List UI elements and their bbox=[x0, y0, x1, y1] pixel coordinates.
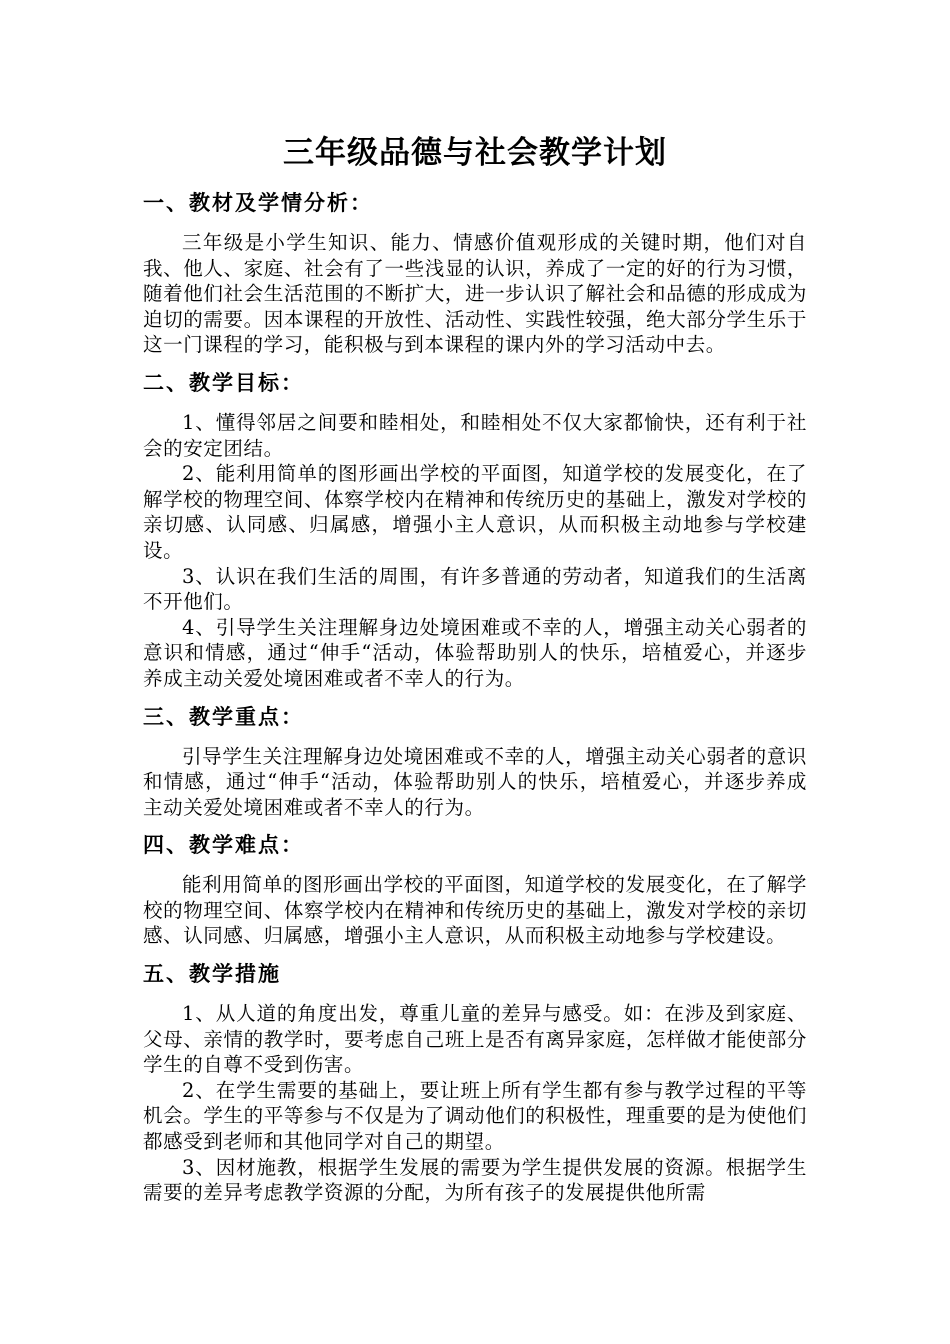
paragraph: 4、引导学生关注理解身边处境困难或不幸的人，增强主动关心弱者的意识和情感，通过“伸手“活动，体验帮助别人的快乐，培植爱心，并逐步养成主动关爱处境困难或者不幸人的行为。 bbox=[143, 615, 807, 690]
paragraph: 三年级是小学生知识、能力、情感价值观形成的关键时期，他们对自我、他人、家庭、社会有了一些浅显的认识，养成了一定的好的行为习惯，随着他们社会生活范围的不断扩大，进一步认识了解社会和品德的形成成为迫切的需要。因本课程的开放性、活动性、实践性较强，绝大部分学生乐于这一门课程的学习，能积极与到本课程的课内外的学习活动中去。 bbox=[143, 231, 807, 357]
paragraph: 能利用简单的图形画出学校的平面图，知道学校的发展变化，在了解学校的物理空间、体察学校内在精神和传统历史的基础上，激发对学校的亲切感、认同感、归属感，增强小主人意识，从而积极主动地参与学校建设。 bbox=[143, 873, 807, 948]
section-measures bbox=[143, 957, 807, 1206]
paragraph: 1、从人道的角度出发，尊重儿童的差异与感受。如：在涉及到家庭、父母、亲情的教学时，要考虑自己班上是否有离异家庭，怎样做才能使部分学生的自尊不受到伤害。 bbox=[143, 1002, 807, 1077]
paragraph: 2、能利用简单的图形画出学校的平面图，知道学校的发展变化，在了解学校的物理空间、体察学校内在精神和传统历史的基础上，激发对学校的亲切感、认同感、归属感，增强小主人意识，从而积极主动地参与学校建设。 bbox=[143, 462, 807, 562]
paragraph: 引导学生关注理解身边处境困难或不幸的人，增强主动关心弱者的意识和情感，通过“伸手“活动，体验帮助别人的快乐，培植爱心，并逐步养成主动关爱处境困难或者不幸人的行为。 bbox=[143, 744, 807, 819]
section-goals bbox=[143, 366, 807, 692]
document-title: 三年级品德与社会教学计划 bbox=[283, 135, 667, 171]
paragraph: 1、懂得邻居之间要和睦相处，和睦相处不仅大家都愉快，还有利于社会的安定团结。 bbox=[143, 410, 807, 460]
section-heading: 三、教学重点： bbox=[143, 703, 304, 729]
section-heading: 四、教学难点： bbox=[143, 832, 304, 858]
section-heading: 二、教学目标： bbox=[143, 369, 304, 395]
paragraph: 3、认识在我们生活的周围，有许多普通的劳动者，知道我们的生活离不开他们。 bbox=[143, 564, 807, 614]
paragraph: 3、因材施教，根据学生发展的需要为学生提供发展的资源。根据学生需要的差异考虑教学资源的分配，为所有孩子的发展提供他所需 bbox=[143, 1155, 807, 1205]
paragraph: 2、在学生需要的基础上，要让班上所有学生都有参与教学过程的平等机会。学生的平等参与不仅是为了调动他们的积极性，理重要的是为使他们都感受到老师和其他同学对自己的期望。 bbox=[143, 1078, 807, 1154]
section-heading: 五、教学措施 bbox=[143, 961, 281, 987]
section-key-points bbox=[143, 700, 807, 821]
section-analysis bbox=[143, 186, 807, 358]
section-difficulties bbox=[143, 828, 807, 949]
section-heading: 一、教材及学情分析： bbox=[143, 190, 373, 215]
